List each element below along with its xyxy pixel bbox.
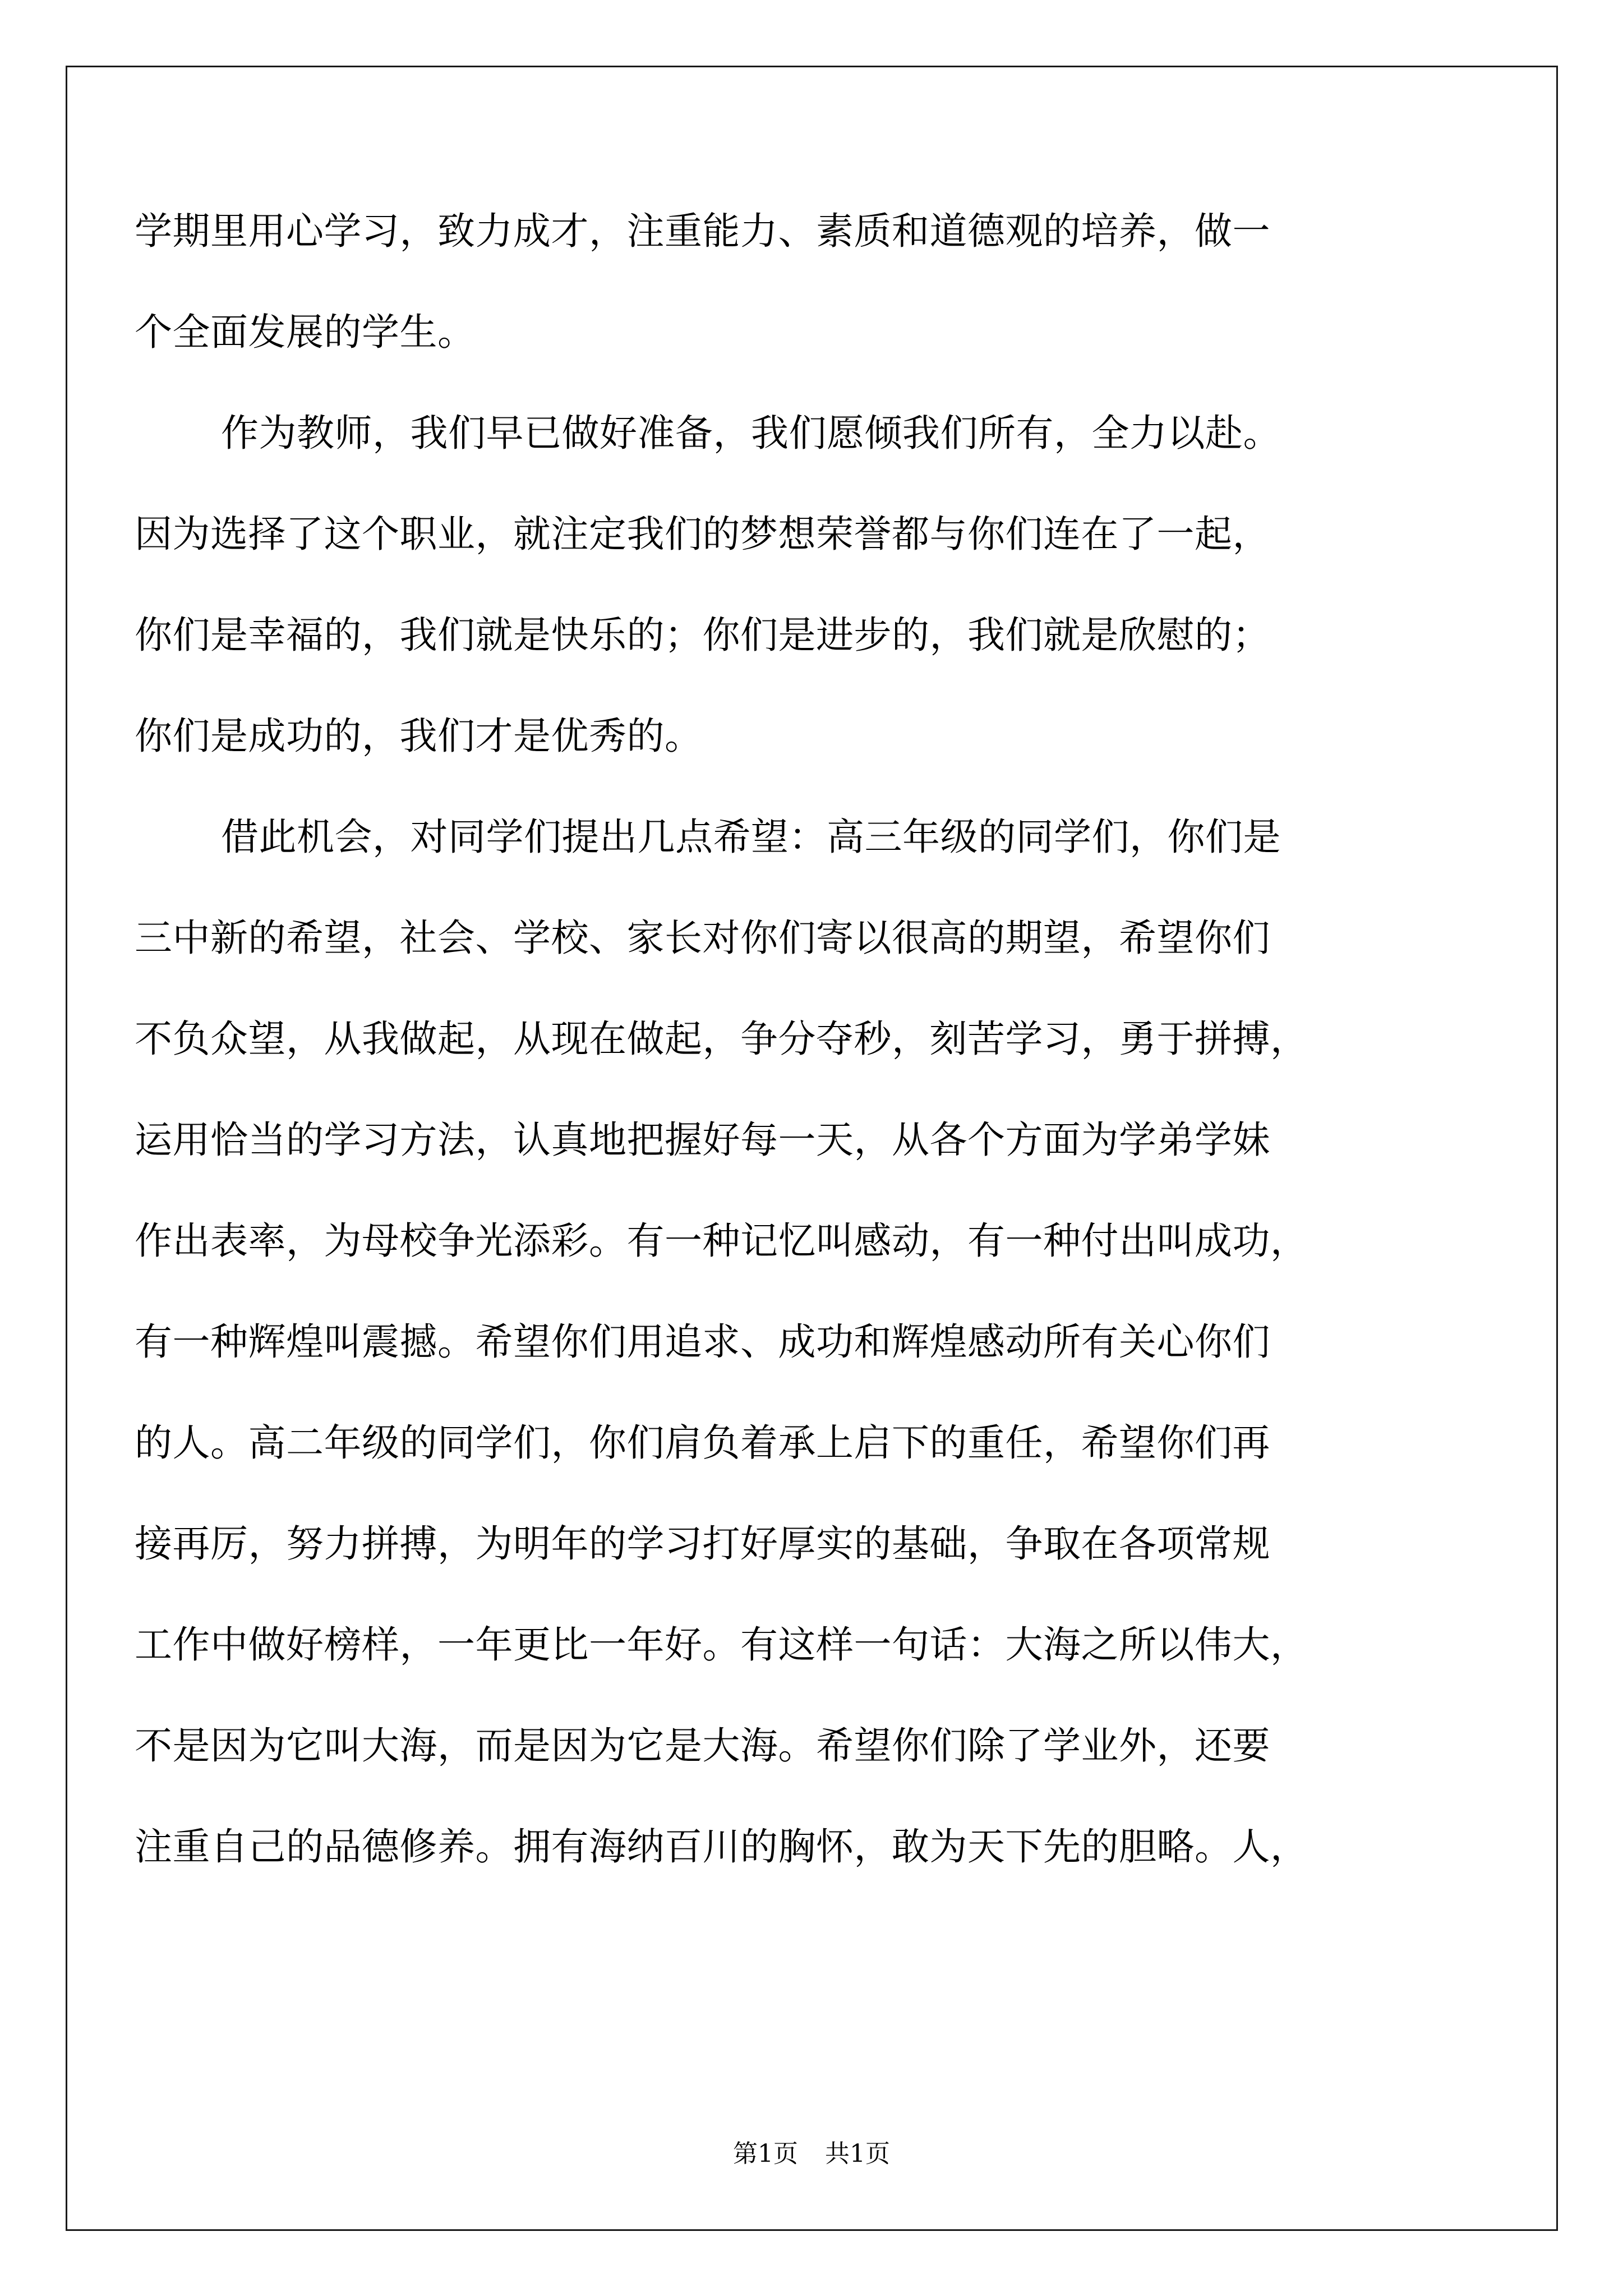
body-line: 运用恰当的学习方法，认真地把握好每一天，从各个方面为学弟学妹 xyxy=(135,1118,1270,1162)
paragraph-start-line: 借此机会，对同学们提出几点希望：高三年级的同学们，你们是 xyxy=(221,815,1281,859)
page-number: 第1页 xyxy=(733,2139,798,2168)
body-line: 接再厉，努力拼搏，为明年的学习打好厚实的基础，争取在各项常规 xyxy=(135,1522,1270,1566)
body-line: 有一种辉煌叫震撼。希望你们用追求、成功和辉煌感动所有关心你们 xyxy=(135,1320,1270,1364)
body-line: 因为选择了这个职业，就注定我们的梦想荣誉都与你们连在了一起， xyxy=(135,512,1270,556)
paragraph-start-line: 作为教师，我们早已做好准备，我们愿倾我们所有，全力以赴。 xyxy=(221,411,1281,455)
body-line: 不是因为它叫大海，而是因为它是大海。希望你们除了学业外，还要 xyxy=(135,1724,1270,1768)
body-line: 工作中做好榜样，一年更比一年好。有这样一句话：大海之所以伟大， xyxy=(135,1623,1308,1667)
body-line: 的人。高二年级的同学们，你们肩负着承上启下的重任，希望你们再 xyxy=(135,1421,1270,1465)
document-body xyxy=(135,181,1447,1897)
page-total: 共1页 xyxy=(825,2139,890,2168)
body-line: 你们是成功的，我们才是优秀的。 xyxy=(135,714,703,758)
body-line: 你们是幸福的，我们就是快乐的；你们是进步的，我们就是欣慰的； xyxy=(135,613,1270,657)
body-line: 作出表率，为母校争光添彩。有一种记忆叫感动，有一种付出叫成功， xyxy=(135,1219,1308,1263)
body-line: 注重自己的品德修养。拥有海纳百川的胸怀，敢为天下先的胆略。人， xyxy=(135,1825,1308,1869)
body-line: 学期里用心学习，致力成才，注重能力、素质和道德观的培养，做一 xyxy=(135,209,1270,253)
page-footer xyxy=(0,2137,1623,2171)
body-line: 个全面发展的学生。 xyxy=(135,310,476,354)
body-line: 不负众望，从我做起，从现在做起，争分夺秒，刻苦学习，勇于拼搏， xyxy=(135,1017,1308,1061)
body-line: 三中新的希望，社会、学校、家长对你们寄以很高的期望，希望你们 xyxy=(135,916,1270,960)
